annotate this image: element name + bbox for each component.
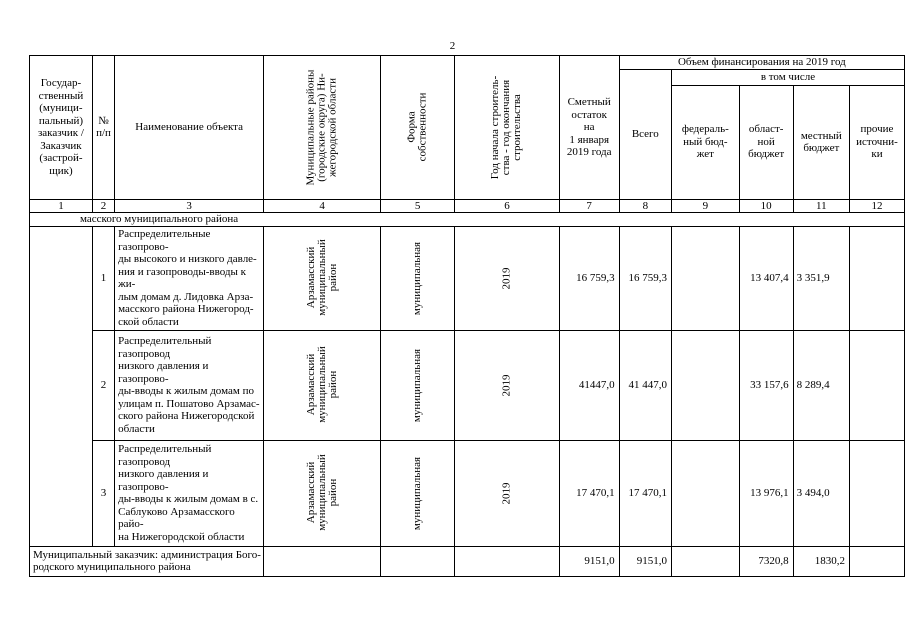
header-districts-line-1: Муниципальные районы — [304, 69, 317, 185]
customer-cell — [30, 226, 93, 330]
year-label: 2019 — [500, 374, 513, 397]
object-name-text: Распределительные газопрово- ды высокого и низкого давле- ния и газопроводы-вводы к жи- лым домам д. Лидовка Арза- масского района Нижегород- ской области — [118, 228, 257, 328]
customer-cell — [30, 440, 93, 546]
financing-table — [29, 55, 905, 577]
district-line-2: муниципальный — [315, 239, 328, 317]
header-federal-label: федераль- ный бюд- жет — [681, 123, 729, 161]
column-number: 1 — [30, 199, 93, 213]
header-years-line-2: ства - год окончания — [500, 79, 513, 175]
header-including-label: в том числе — [760, 70, 816, 83]
header-object-name-label: Наименование объекта — [135, 121, 243, 133]
regional-value: 13 407,4 — [739, 226, 793, 330]
row-num: 3 — [92, 440, 114, 546]
header-other-label: прочие источни- ки — [856, 123, 898, 161]
local-value: 8 289,4 — [793, 330, 849, 440]
column-number: 12 — [849, 199, 904, 213]
district-line-3: район — [326, 263, 339, 292]
footer-federal-value — [671, 546, 739, 576]
column-number: 3 — [115, 199, 264, 213]
total-value: 16 759,3 — [619, 226, 671, 330]
column-number: 5 — [381, 199, 455, 213]
continuation-text: масского муниципального района — [30, 213, 905, 227]
header-funding-group — [619, 56, 904, 70]
row-num: 1 — [92, 226, 114, 330]
municipal-customer-label: Муниципальный заказчик: администрация Бого- родского муниципального района — [33, 548, 261, 573]
object-name — [115, 440, 264, 546]
estimate-value: 41447,0 — [559, 330, 619, 440]
district-line-2: муниципальный — [315, 346, 328, 424]
header-total — [619, 69, 671, 199]
local-value: 3 494,0 — [793, 440, 849, 546]
header-num — [92, 56, 114, 200]
header-estimate-label: Сметный остаток на 1 января 2019 года — [566, 96, 612, 158]
ownership-cell — [381, 440, 455, 546]
total-value: 17 470,1 — [619, 440, 671, 546]
local-value: 3 351,9 — [793, 226, 849, 330]
header-districts — [264, 56, 381, 200]
header-regional — [739, 85, 793, 199]
total-value: 41 447,0 — [619, 330, 671, 440]
footer-other-value — [849, 546, 904, 576]
district-line-1: Арзамасский — [304, 354, 317, 416]
year-label: 2019 — [500, 267, 513, 290]
empty-cell — [381, 546, 455, 576]
federal-value — [671, 440, 739, 546]
estimate-value: 17 470,1 — [559, 440, 619, 546]
other-value — [849, 226, 904, 330]
header-funding-group-label: Объем финансирования на 2019 год — [677, 56, 846, 68]
district-line-2: муниципальный — [315, 454, 328, 532]
column-number: 8 — [619, 199, 671, 213]
district-cell — [264, 440, 381, 546]
header-districts-label — [306, 69, 339, 185]
header-regional-label: област- ной бюджет — [748, 123, 785, 161]
district-line-3: район — [326, 370, 339, 399]
header-including — [671, 69, 904, 85]
other-value — [849, 440, 904, 546]
ownership-cell — [381, 330, 455, 440]
header-districts-line-3: жегородской области — [326, 77, 339, 177]
district-label — [306, 346, 339, 423]
column-number: 10 — [739, 199, 793, 213]
table-row — [30, 226, 905, 330]
district-cell — [264, 330, 381, 440]
header-num-label: № п/п — [96, 114, 111, 140]
year-cell — [455, 226, 559, 330]
footer-estimate-value: 9151,0 — [559, 546, 619, 576]
header-ownership-label — [407, 93, 429, 162]
municipal-customer-row — [30, 546, 905, 576]
customer-cell — [30, 330, 93, 440]
header-estimate — [559, 56, 619, 200]
district-label — [306, 454, 339, 531]
header-ownership — [381, 56, 455, 200]
other-value — [849, 330, 904, 440]
column-number: 7 — [559, 199, 619, 213]
regional-value: 33 157,6 — [739, 330, 793, 440]
header-ownership-line-2: собственности — [416, 92, 429, 162]
table-row — [30, 440, 905, 546]
object-name-text: Распределительный газопровод низкого давления и газопрово- ды-вводы к жилым домам по улицам п. Пошатово Арзамас- ского района Нижегородской области — [118, 335, 260, 435]
federal-value — [671, 330, 739, 440]
empty-cell — [455, 546, 559, 576]
year-cell — [455, 440, 559, 546]
header-customer-label: Государ- ственный (муници- пальный) заказчик / Заказчик (застрой- щик) — [37, 77, 84, 177]
ownership-label: муниципальная — [411, 456, 424, 530]
municipal-customer-text — [30, 546, 264, 576]
row-num: 2 — [92, 330, 114, 440]
object-name-text: Распределительный газопровод низкого давления и газопрово- ды-вводы к жилым домам в с. Саблуково Арзамасского райо- на Нижегородской области — [118, 443, 259, 543]
column-number-row — [30, 199, 905, 213]
district-line-1: Арзамасский — [304, 247, 317, 309]
footer-total-value: 9151,0 — [619, 546, 671, 576]
object-name — [115, 330, 264, 440]
header-customer — [30, 56, 93, 200]
header-total-label: Всего — [631, 127, 659, 140]
header-years-label — [490, 75, 523, 178]
district-line-1: Арзамасский — [304, 462, 317, 524]
column-number: 11 — [793, 199, 849, 213]
header-years-line-3: строительства — [511, 93, 524, 161]
column-number: 9 — [671, 199, 739, 213]
header-local — [793, 85, 849, 199]
table-row — [30, 330, 905, 440]
header-districts-line-2: (городские округа) Ни- — [315, 72, 328, 182]
footer-local-value: 1830,2 — [793, 546, 849, 576]
estimate-value: 16 759,3 — [559, 226, 619, 330]
federal-value — [671, 226, 739, 330]
year-cell — [455, 330, 559, 440]
header-years — [455, 56, 559, 200]
ownership-cell — [381, 226, 455, 330]
district-label — [306, 239, 339, 316]
column-number: 2 — [92, 199, 114, 213]
header-ownership-line-1: Форма — [405, 111, 418, 143]
empty-cell — [264, 546, 381, 576]
district-line-3: район — [326, 478, 339, 507]
footer-regional-value: 7320,8 — [739, 546, 793, 576]
continuation-row — [30, 213, 905, 227]
ownership-label: муниципальная — [411, 241, 424, 315]
object-name — [115, 226, 264, 330]
district-cell — [264, 226, 381, 330]
page-number: 2 — [449, 40, 456, 52]
year-label: 2019 — [500, 482, 513, 505]
column-number: 4 — [264, 199, 381, 213]
column-number: 6 — [455, 199, 559, 213]
header-other — [849, 85, 904, 199]
ownership-label: муниципальная — [411, 348, 424, 422]
header-years-line-1: Год начала строитель- — [489, 75, 502, 179]
header-federal — [671, 85, 739, 199]
regional-value: 13 976,1 — [739, 440, 793, 546]
header-object-name — [115, 56, 264, 200]
header-local-label: местный бюджет — [800, 129, 842, 154]
